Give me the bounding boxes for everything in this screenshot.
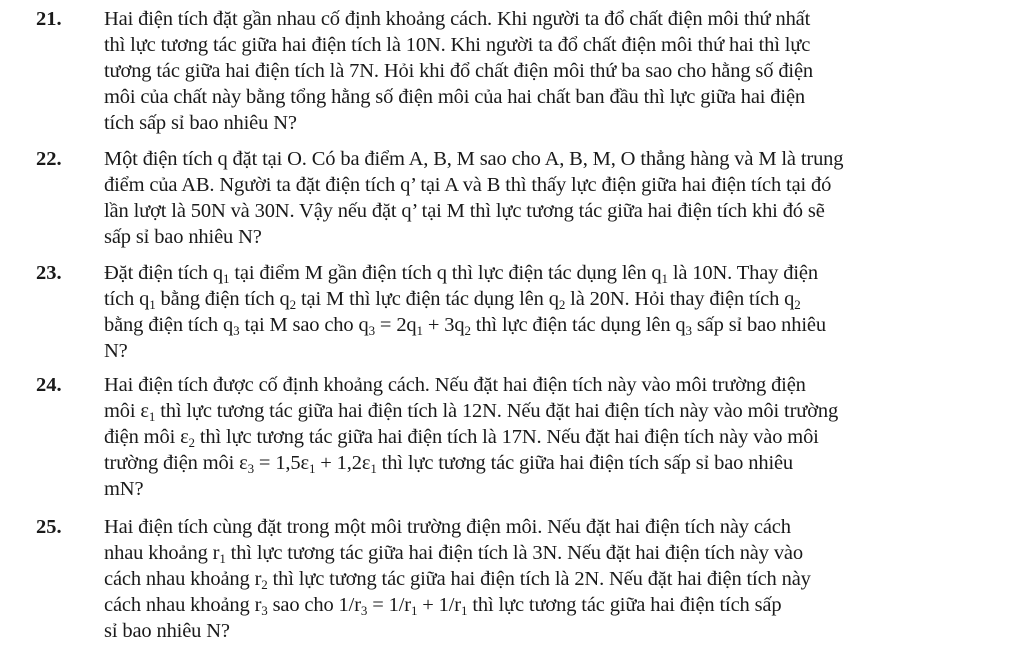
text-line — [104, 172, 831, 198]
text-run: + 1/r — [417, 594, 461, 616]
text-run: sỉ bao nhiêu N? — [104, 620, 230, 642]
subscript: 1 — [661, 271, 668, 286]
text-run: sấp sỉ bao nhiêu — [691, 314, 826, 336]
text-run: Hai điện tích cùng đặt trong một môi trường điện môi. Nếu đặt hai điện tích này cách — [104, 516, 791, 538]
subscript: 3 — [247, 461, 254, 476]
subscript: 2 — [464, 323, 471, 338]
text-line — [104, 338, 128, 364]
subscript: 3 — [360, 603, 368, 618]
text-run: Hai điện tích được cố định khoảng cách. Nếu đặt hai điện tích này vào môi trường điện — [104, 374, 806, 396]
subscript: 3 — [685, 323, 692, 338]
text-run: tại điểm M gần điện tích q thì lực điện tác dụng lên q — [229, 262, 662, 284]
subscript: 1 — [149, 297, 156, 312]
text-line — [104, 286, 801, 312]
text-run: thì lực tương tác giữa hai điện tích là 3N. Nếu đặt hai điện tích này vào — [225, 542, 803, 564]
subscript: 2 — [261, 577, 268, 592]
text-run: = 2q — [374, 314, 417, 336]
text-run: là 10N. Thay điện — [667, 262, 818, 284]
text-run: nhau khoảng r — [104, 542, 220, 564]
text-line — [104, 312, 826, 338]
text-run: tương tác giữa hai điện tích là 7N. Hỏi khi đổ chất điện môi thứ ba sao cho hằng số điện — [104, 60, 814, 82]
text-line — [104, 224, 262, 250]
text-line — [104, 618, 230, 644]
text-line — [104, 110, 297, 136]
text-run: tích sấp sỉ bao nhiêu N? — [104, 112, 297, 134]
text-line — [104, 372, 806, 398]
text-run: thì lực tương tác giữa hai điện tích là 12N. Nếu đặt hai điện tích này vào môi trường — [155, 400, 839, 422]
text-run: môi của chất này bằng tổng hằng số điện môi của hai chất ban đầu thì lực giữa hai điện — [104, 86, 805, 108]
text-run: bằng điện tích q — [155, 288, 290, 310]
text-run: thì lực tương tác giữa hai điện tích là 17N. Nếu đặt hai điện tích này vào môi — [194, 426, 819, 448]
text-run: mN? — [104, 478, 144, 500]
text-run: = 1,5ε — [253, 452, 309, 474]
text-run: trường điện môi ε — [104, 452, 248, 474]
subscript: 2 — [794, 297, 801, 312]
subscript: 3 — [368, 323, 375, 338]
subscript: 1 — [308, 461, 316, 476]
text-line — [104, 84, 805, 110]
text-run: lần lượt là 50N và 30N. Vậy nếu đặt q’ tại M thì lực tương tác giữa hai điện tích khi đó sẽ — [104, 200, 825, 222]
text-run: thì lực điện tác dụng lên q — [470, 314, 686, 336]
text-line — [104, 566, 811, 592]
text-line — [104, 260, 818, 286]
text-run: Đặt điện tích q — [104, 262, 224, 284]
text-line — [104, 198, 825, 224]
text-run: tích q — [104, 288, 150, 310]
text-line — [104, 514, 791, 540]
text-run: Hai điện tích đặt gần nhau cố định khoảng cách. Khi người ta đổ chất điện môi thứ nhất — [104, 8, 811, 30]
problem-number: 25. — [36, 516, 62, 538]
text-run: N? — [104, 340, 128, 362]
text-line — [104, 6, 810, 32]
text-run: Một điện tích q đặt tại O. Có ba điểm A, B, M sao cho A, B, M, O thẳng hàng và M là trung — [104, 148, 844, 170]
text-run: cách nhau khoảng r — [104, 594, 262, 616]
text-line — [104, 450, 793, 476]
text-run: thì lực tương tác giữa hai điện tích sấp sỉ bao nhiêu — [376, 452, 794, 474]
text-run: điện môi ε — [104, 426, 189, 448]
subscript: 1 — [416, 323, 423, 338]
text-run: + 1,2ε — [315, 452, 371, 474]
text-run: = 1/r — [367, 594, 411, 616]
text-run: + 3q — [422, 314, 465, 336]
text-run: thì lực tương tác giữa hai điện tích là 10N. Khi người ta đổ chất điện môi thứ hai thì lực — [104, 34, 811, 56]
text-line — [104, 540, 803, 566]
text-line — [104, 592, 781, 618]
text-run: tại M sao cho q — [239, 314, 369, 336]
subscript: 1 — [370, 461, 377, 476]
subscript: 2 — [289, 297, 297, 312]
text-run: sao cho 1/r — [267, 594, 361, 616]
text-run: tại M thì lực điện tác dụng lên q — [296, 288, 559, 310]
text-run: sấp sỉ bao nhiêu N? — [104, 226, 262, 248]
problem-number: 24. — [36, 374, 62, 396]
subscript: 2 — [188, 435, 195, 450]
text-line — [104, 146, 843, 172]
text-run: cách nhau khoảng r — [104, 568, 262, 590]
problem-number: 21. — [36, 8, 62, 30]
text-run: bằng điện tích q — [104, 314, 234, 336]
text-line — [104, 476, 143, 502]
subscript: 1 — [460, 603, 468, 618]
subscript: 1 — [223, 271, 230, 286]
subscript: 1 — [148, 409, 156, 424]
text-line — [104, 424, 819, 450]
text-run: là 20N. Hỏi thay điện tích q — [565, 288, 795, 310]
text-line — [104, 32, 810, 58]
text-run: thì lực tương tác giữa hai điện tích là 2N. Nếu đặt hai điện tích này — [267, 568, 811, 590]
text-run: thì lực tương tác giữa hai điện tích sấp — [467, 594, 782, 616]
subscript: 1 — [410, 603, 418, 618]
text-line — [104, 398, 838, 424]
problem-number: 22. — [36, 148, 62, 170]
text-run: điểm của AB. Người ta đặt điện tích q’ tại A và B thì thấy lực điện giữa hai điện tích tại đó — [104, 174, 832, 196]
problem-number: 23. — [36, 262, 62, 284]
subscript: 3 — [261, 603, 268, 618]
text-line — [104, 58, 813, 84]
subscript: 2 — [558, 297, 566, 312]
text-run: môi ε — [104, 400, 149, 422]
subscript: 3 — [233, 323, 240, 338]
subscript: 1 — [219, 551, 226, 566]
